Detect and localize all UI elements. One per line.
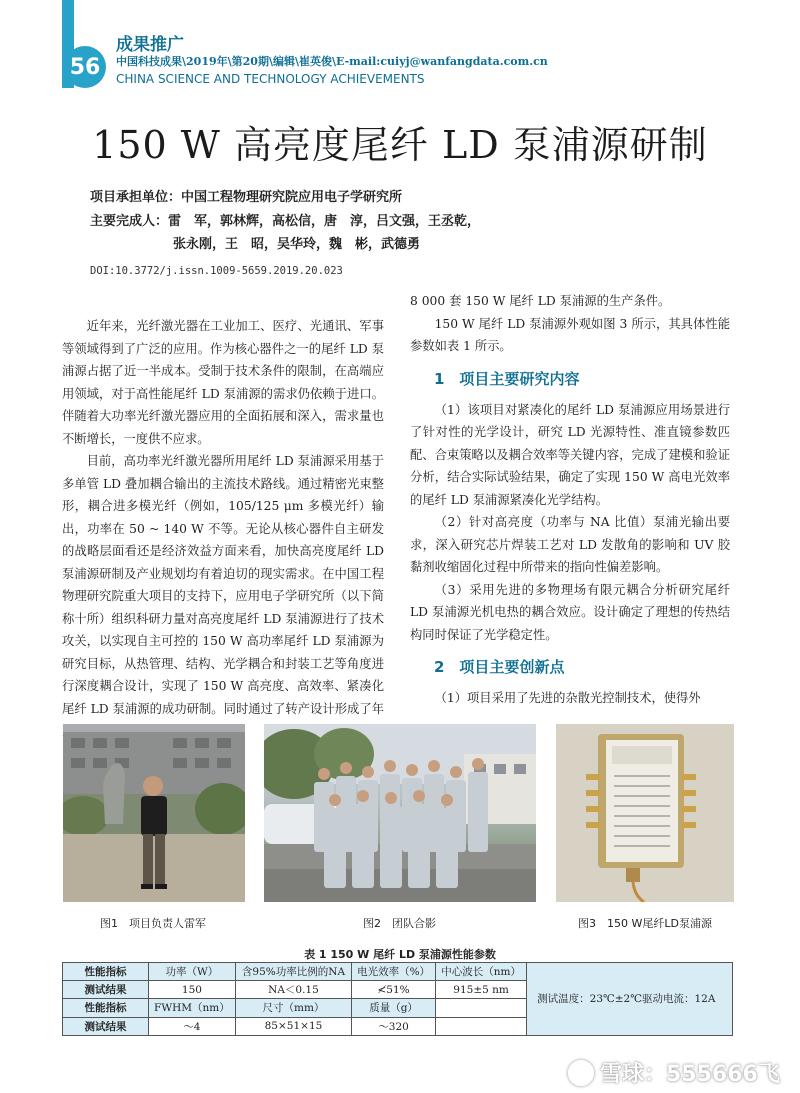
paragraph: 近年来，光纤激光器在工业加工、医疗、光通讯、军事等领域得到了广泛的应用。作为核心器件之一的尾纤 LD 泵浦源占据了近一半成本。受制于技术条件的限制，在高端应用领域，对于高性能尾纤 LD 泵浦源的需求仍依赖于进口。伴随着大功率光纤激光器应用的全面拓展和深入，需求量也不断增长，一度供不应求。 bbox=[62, 319, 384, 446]
page-number-badge: 56 bbox=[64, 46, 106, 88]
article-title: 150 W 高亮度尾纤 LD 泵浦源研制 bbox=[92, 123, 708, 167]
figure-caption-2: 图2 团队合影 bbox=[363, 917, 436, 930]
table-cell: FWHM（nm） bbox=[149, 999, 236, 1017]
paragraph: （1）项目采用了先进的杂散光控制技术，使得外 bbox=[434, 691, 701, 705]
section-heading-1: 1 项目主要研究内容 bbox=[434, 369, 580, 388]
right-column bbox=[410, 290, 730, 710]
table-note-cell: 测试温度：23℃±2℃驱动电流：12A bbox=[527, 963, 733, 1036]
section-heading-2: 2 项目主要创新点 bbox=[434, 658, 565, 676]
paragraph: （2）针对高亮度（功率与 NA 比值）泵浦光输出要求，深入研究芯片焊装工艺对 LD 发散角的影响和 UV 胶黏剂收缩固化过程中所带来的指向性偏差影响。 bbox=[410, 515, 730, 574]
photo-project-leader-image bbox=[63, 724, 245, 902]
table-cell: 质量（g） bbox=[352, 999, 436, 1017]
table-row bbox=[63, 963, 733, 981]
paragraph: （3）采用先进的多物理场有限元耦合分析研究尾纤 LD 泵浦源光机电热的耦合效应。设计确定了理想的传热结构同时保证了光学稳定性。 bbox=[410, 582, 730, 642]
table-cell: ～4 bbox=[149, 1017, 236, 1035]
table-cell: 含95%功率比例的NA bbox=[235, 963, 351, 981]
photo-project-leader bbox=[63, 724, 245, 902]
project-unit: 项目承担单位：中国工程物理研究院应用电子学研究所 bbox=[90, 190, 403, 205]
paragraph: （1）该项目对紧凑化的尾纤 LD 泵浦源应用场景进行了针对性的光学设计，研究 LD 光源特性、准直镜参数匹配、合束策略以及耦合效率等关键内容，完成了建模和验证分析，结合实际试验结果，确定了实现 150 W 高电光效率的尾纤 LD 泵浦源紧凑化光学结构。 bbox=[410, 402, 730, 507]
section-label: 成果推广 bbox=[116, 35, 184, 55]
table-title: 表 1 150 W 尾纤 LD 泵浦源性能参数 bbox=[304, 948, 496, 961]
table-cell-empty bbox=[436, 999, 527, 1017]
left-column bbox=[62, 315, 384, 743]
doi: DOI:10.3772/j.issn.1009-5659.2019.20.023 bbox=[90, 265, 343, 277]
performance-table bbox=[62, 962, 733, 1036]
table-cell: 功率（W） bbox=[149, 963, 236, 981]
snowball-logo-icon bbox=[568, 1060, 594, 1086]
authors-line-2: 张永刚，王 昭，吴华玲，魏 彬，武德勇 bbox=[173, 237, 421, 252]
table-cell: 性能指标 bbox=[63, 963, 149, 981]
journal-info: 中国科技成果\2019年\第20期\编辑\崔英俊\E-mail:cuiyj@wanfangdata.com.cn bbox=[116, 55, 548, 68]
table-cell: ～320 bbox=[352, 1017, 436, 1035]
photo-ld-pump-source-image bbox=[556, 724, 734, 902]
table-cell: 150 bbox=[149, 981, 236, 999]
table-cell: NA＜0.15 bbox=[235, 981, 351, 999]
figure-caption-1: 图1 项目负责人雷军 bbox=[100, 917, 206, 930]
table-cell: 测试结果 bbox=[63, 981, 149, 999]
watermark bbox=[568, 1057, 780, 1088]
table-cell: ≮51% bbox=[352, 981, 436, 999]
table-cell: 85×51×15 bbox=[235, 1017, 351, 1035]
figure-caption-3: 图3 150 W尾纤LD泵浦源 bbox=[578, 917, 712, 930]
table-cell: 尺寸（mm） bbox=[235, 999, 351, 1017]
paragraph: 150 W 尾纤 LD 泵浦源外观如图 3 所示，其具体性能参数如表 1 所示。 bbox=[410, 316, 730, 353]
photo-ld-pump-source bbox=[556, 724, 734, 902]
paragraph-continued: 8 000 套 150 W 尾纤 LD 泵浦源的生产条件。 bbox=[410, 294, 671, 308]
journal-english-name: CHINA SCIENCE AND TECHNOLOGY ACHIEVEMENTS bbox=[116, 72, 425, 86]
table-cell: 电光效率（%） bbox=[352, 963, 436, 981]
authors-line-1: 主要完成人：雷 军，郭林辉，高松信，唐 淳，吕文强，王丞乾， bbox=[90, 214, 481, 229]
watermark-text: 雪球：555666飞 bbox=[600, 1062, 780, 1087]
table-cell: 中心波长（nm） bbox=[436, 963, 527, 981]
photo-team bbox=[264, 724, 536, 902]
table-cell: 915±5 nm bbox=[436, 981, 527, 999]
photo-team-image bbox=[264, 724, 536, 902]
table-cell: 性能指标 bbox=[63, 999, 149, 1017]
paragraph: 目前，高功率光纤激光器所用尾纤 LD 泵浦源采用基于多单管 LD 叠加耦合输出的主流技术路线。通过精密光束整形，耦合进多模光纤（例如，105/125 μm 多模光纤）输出，功率在 50 ~ 140 W 不等。无论从核心器件自主研发的战略层面看还是经济效益方面来看，加快高亮度尾纤 LD 泵浦源研制及产业规划均有着迫切的现实需求。在中国工程物理研究院重大项目的支持下，应用电子学研究所（以下简称十所）组织科研力量对高亮度尾纤 LD 泵浦源进行了技术攻关，以实现自主可控的 150 W 高功率尾纤 LD 泵浦源为研究目标，从热管理、结构、光学耦合和封装工艺等角度进行深度耦合设计，实现了 150 W 高亮度、高效率、紧凑化尾纤 LD 泵浦源的成功研制。同时通过了转产设计形成了年 bbox=[62, 454, 384, 716]
table-cell-empty bbox=[436, 1017, 527, 1035]
table-cell: 测试结果 bbox=[63, 1017, 149, 1035]
